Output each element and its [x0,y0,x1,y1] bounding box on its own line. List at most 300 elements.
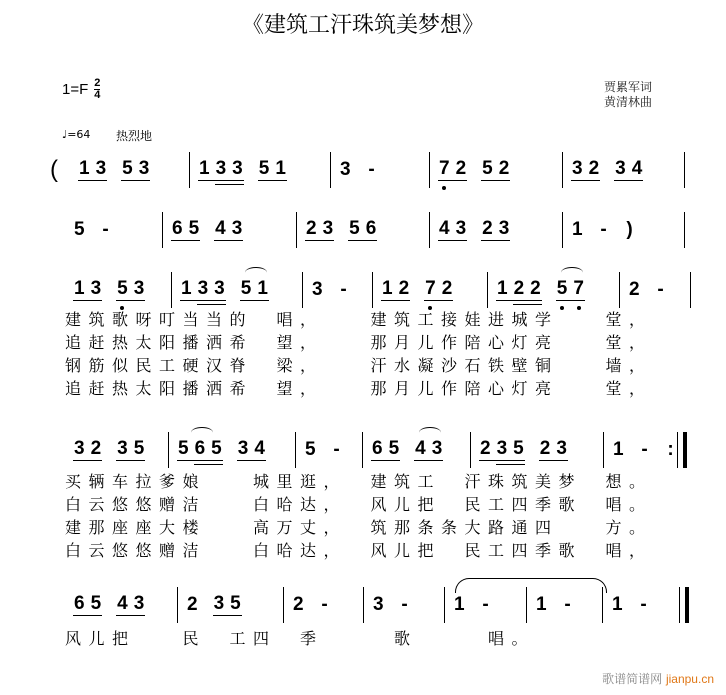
note-group [438,159,467,181]
measure [488,272,620,308]
key: 1=F [62,81,89,98]
note: 5 [240,278,252,299]
key-signature [62,78,100,101]
lyric-char [324,331,348,354]
measure [163,212,297,248]
lyric-line [65,627,535,650]
note: 5 [133,438,145,459]
lyric-char: 热 [112,333,129,352]
dash-extension: - [340,278,347,300]
dash-extension: - [401,593,408,615]
lyric-char: 沙 [441,356,458,375]
note: 3 [95,158,107,179]
lyric-char: 。 [511,629,528,648]
note: 5 [90,593,102,614]
measure [364,587,445,623]
note: 5 [188,218,200,239]
lyric-char: 追 [65,379,82,398]
dash-extension: - [641,438,648,460]
note-group [372,595,385,616]
note-group [73,439,102,461]
lyric-char: 万 [276,518,293,537]
lyric-char: 月 [394,379,411,398]
lyric-char [371,627,395,650]
measure [604,432,687,468]
lyric-char: 季 [300,629,317,648]
lyric-char: 心 [488,333,505,352]
dash-extension: - [482,593,489,615]
lyric-char [347,627,371,650]
note: 3 [431,438,443,459]
lyric-char: 阳 [159,379,176,398]
lyric-char: 城 [511,310,528,329]
measure [363,432,471,468]
note: 1 [74,278,85,299]
lyric-char: 儿 [88,629,105,648]
lyric-char: 亮 [535,379,552,398]
note-group [571,159,600,181]
lyric-char: 堂 [605,333,622,352]
lyric-char [582,493,606,516]
note: 3 [213,593,225,614]
lyric-char: 心 [488,379,505,398]
lyric-char: 堂 [605,379,622,398]
note: 1 [181,278,192,299]
lyric-char: 汗 [370,356,387,375]
staff-row-3 [65,272,691,308]
lyric-char: 脊 [229,356,246,375]
lyric-char: 唱 [488,629,505,648]
lyric-char: 爹 [159,472,176,491]
note: 2 [498,158,510,179]
lyric-char [347,331,371,354]
lyric-char [441,493,465,516]
lyric-char [206,516,230,539]
note-group [331,440,343,461]
lyric-char: 筋 [88,356,105,375]
note: 3 [117,438,128,459]
lyric-char: 悠 [135,495,152,514]
note: 2 [482,218,493,239]
lyric-char [347,354,371,377]
note: 1 [613,438,624,460]
lyric-char [206,627,230,650]
note: ) [626,218,633,240]
lyric-char: 筑 [511,472,528,491]
note: 4 [254,438,265,459]
lyric-char [465,627,489,650]
note-group [116,594,145,616]
lyric-char: 工 [488,541,505,560]
time-signature [94,78,100,101]
lyric-char: 歌 [558,541,575,560]
lyric-char: 儿 [417,379,434,398]
note: 2 [441,278,453,299]
measure [65,272,172,308]
lyric-char: 通 [511,518,528,537]
note-group [116,439,145,461]
lyric-char: 白 [253,495,270,514]
lyricist: 贾累军词 [604,80,653,94]
measure [70,152,190,188]
note: 2 [187,593,198,615]
note: 3 [615,158,626,179]
measure [331,152,430,188]
lyric-char: 当 [182,310,199,329]
lyric-char: 想 [605,472,622,491]
note: 1 [199,158,210,179]
note: 3 [340,158,351,180]
note-group [180,279,226,301]
lyric-char: 汉 [206,356,223,375]
lyric-char: 洁 [182,541,199,560]
note-group [496,279,542,301]
lyric-char: 建 [370,310,387,329]
note: 3 [138,158,150,179]
note-group [171,219,200,241]
lyric-char: 条 [441,518,458,537]
note: 3 [231,218,243,239]
lyric-char: 大 [464,518,481,537]
note-group [611,595,624,616]
note: 5 [305,438,316,460]
lyric-char [347,377,371,400]
note: 3 [90,278,102,299]
note-group [319,595,331,616]
lyric-char: 筑 [370,518,387,537]
staff-row-1 [50,152,685,188]
lyric-char: 凝 [417,356,434,375]
lyric-char: 四 [535,518,552,537]
lyric-line [65,516,653,539]
lyric-char: 娘 [182,472,199,491]
note-group [655,280,667,301]
note: 2 [398,278,410,299]
lyric-char: 工 [229,629,246,648]
measure [65,587,178,623]
lyric-char: 作 [441,333,458,352]
lyric-char: 风 [370,495,387,514]
lyric-char: 四 [511,541,528,560]
lyric-char: 。 [629,518,646,537]
note: 1 [536,593,547,615]
note: 6 [365,218,377,239]
lyric-char [230,470,254,493]
lyric-char: 歌 [394,629,411,648]
lyric-char: 丈 [300,518,317,537]
lyric-char: 云 [88,495,105,514]
lyric-char: 洒 [206,379,223,398]
note: 5 [513,438,524,459]
lyric-char: 叮 [159,310,176,329]
lyric-char [559,331,583,354]
lyric-char: 大 [159,518,176,537]
lyric-char: 望 [276,333,293,352]
measure [603,587,689,623]
lyric-char [582,354,606,377]
note-group [479,439,525,461]
note: 5 [211,438,222,459]
lyric-char: 希 [229,333,246,352]
note-group [438,219,467,241]
lyric-char: 条 [417,518,434,537]
lyric-char: 洒 [206,333,223,352]
lyric-char: 接 [441,310,458,329]
note: 4 [631,158,643,179]
lyric-line [65,354,653,377]
dash-extension: - [333,438,340,460]
lyric-char [206,470,230,493]
slur-tie [455,578,607,593]
note: 1 [497,278,508,299]
lyric-char: 播 [182,333,199,352]
lyric-char: 那 [370,333,387,352]
lyric-char: 热 [112,379,129,398]
watermark-cn: 歌谱简谱网 [602,672,663,686]
lyric-char: 梦 [558,472,575,491]
lyric-char: 似 [112,356,129,375]
note-group [73,594,102,616]
lyric-char: 唱 [276,310,293,329]
lyric-char: 美 [535,472,552,491]
note: 2 [513,278,525,299]
note: 5 [388,438,400,459]
staff-row-2 [65,212,685,248]
lyric-char: ， [300,310,317,329]
lyric-char [253,331,277,354]
note: 3 [572,158,583,179]
lyric-char: 那 [88,518,105,537]
lyric-char: 达 [300,495,317,514]
note-group [100,220,112,241]
lyric-char: 把 [417,495,434,514]
lyric-char: 学 [535,310,552,329]
lyric-char: 堂 [605,310,622,329]
staff-row-4 [65,432,687,468]
note-group [399,595,411,616]
note-group [177,439,223,461]
note: 2 [539,438,551,459]
lyric-char: 硬 [182,356,199,375]
note: 3 [237,438,249,459]
dash-extension: - [368,158,375,180]
lyric-char [324,627,348,650]
lyric-char: 娃 [464,310,481,329]
note-group [304,440,317,461]
double-underline [198,279,225,299]
note: 3 [556,438,567,459]
lyric-char: 工 [417,472,434,491]
measure [563,152,685,188]
note: 3 [133,278,145,299]
lyric-char [347,539,371,562]
measure [297,212,430,248]
lyric-char: 民 [135,356,152,375]
note: 3 [498,218,510,239]
note: 3 [496,438,508,459]
lyric-char [324,354,348,377]
lyric-char: 赶 [88,379,105,398]
note: 6 [172,218,183,239]
lyric-char [582,308,606,331]
lyric-char [347,470,371,493]
lyric-char: ， [629,356,646,375]
note-group [73,279,102,301]
measure [65,212,163,248]
lyric-char: 哈 [276,541,293,560]
note: 7 [425,278,436,299]
note: 3 [74,438,85,459]
lyric-char: 把 [417,541,434,560]
note-group [237,439,266,461]
lyric-char: 望 [276,379,293,398]
lyric-char [441,470,465,493]
note: 2 [306,218,317,239]
lyric-char: 洁 [182,495,199,514]
measure [190,152,331,188]
lyric-char: 播 [182,379,199,398]
lyric-char: 水 [394,356,411,375]
lyric-line [65,308,653,331]
note: 2 [90,438,102,459]
double-underline [195,439,222,459]
lyric-char: ， [323,518,340,537]
lyric-char: 赠 [159,541,176,560]
lyric-char: 白 [253,541,270,560]
lyric-char: 歌 [558,495,575,514]
lyric-char: 工 [417,310,434,329]
dash-extension: - [600,218,607,240]
lyric-char: 筑 [394,310,411,329]
note: 2 [455,158,467,179]
lyric-char: 阳 [159,333,176,352]
lyric-line [65,331,653,354]
measure [169,432,296,468]
note-group [240,279,269,301]
lyric-char [347,516,371,539]
lyric-char: 悠 [135,541,152,560]
note: 3 [373,593,384,615]
time-numerator: 2 [94,77,101,89]
measure [65,432,169,468]
lyric-char: 希 [229,379,246,398]
lyric-char: 建 [65,518,82,537]
note: 1 [257,278,268,299]
note-group [481,219,510,241]
note-group [366,160,378,181]
dash-extension: - [640,593,647,615]
lyric-char: 建 [370,472,387,491]
lyric-char: 珠 [488,472,505,491]
lyric-char: 铁 [488,356,505,375]
note-group [481,159,510,181]
lyric-char [559,308,583,331]
lyric-char: 建 [65,310,82,329]
note-group [556,279,585,301]
lyric-char: 作 [441,379,458,398]
note: 1 [572,218,583,240]
note-group [624,220,636,241]
lyric-char: 方 [605,518,622,537]
note-group [258,159,287,181]
double-underline [497,439,524,459]
lyric-char [206,493,230,516]
lyric-char [582,377,606,400]
lyric-char: 白 [65,541,82,560]
note-group [213,594,242,616]
note: 4 [439,218,450,239]
note-group [305,219,334,241]
lyric-char: ， [300,379,317,398]
note: 6 [372,438,383,459]
note: 4 [415,438,426,459]
note-group [338,280,350,301]
measure [303,272,373,308]
lyric-char: 筑 [394,472,411,491]
lyric-char [559,354,583,377]
lyric-char: 亮 [535,333,552,352]
lyric-char [582,470,606,493]
note: 3 [214,278,225,299]
dash-extension: - [564,593,571,615]
lyric-char: 。 [629,472,646,491]
lyric-char: 里 [276,472,293,491]
lyric-char: 拉 [135,472,152,491]
lyric-char: 铜 [535,356,552,375]
note-group [665,440,677,461]
lyric-char [441,627,465,650]
lyric-char: 儿 [417,333,434,352]
note-group [339,160,352,181]
lyric-char [441,539,465,562]
measure [471,432,604,468]
measure [178,587,284,623]
lyric-char: 座 [112,518,129,537]
note: 5 [74,218,85,240]
lyric-char [582,331,606,354]
note: 2 [588,158,600,179]
lyric-char: 哈 [276,495,293,514]
lyric-char: 买 [65,472,82,491]
lyric-char: 赶 [88,333,105,352]
note-group [480,595,492,616]
note: 6 [74,593,85,614]
lyric-char: 歌 [112,310,129,329]
lyric-char [230,539,254,562]
lyric-char: ， [323,495,340,514]
note: 1 [612,593,623,615]
lyric-line [65,539,653,562]
note-group [612,440,625,461]
lyric-char: 工 [159,356,176,375]
lyric-char: ， [300,333,317,352]
note: 5 [117,278,128,299]
lyric-char: 的 [229,310,246,329]
song-title: 《建筑工汗珠筑美梦想》 [241,13,484,38]
note: 5 [230,593,241,614]
lyric-char: 月 [394,333,411,352]
lyric-char: 四 [253,629,270,648]
lyric-char: 楼 [182,518,199,537]
note-group [348,219,377,241]
lyric-char [582,516,606,539]
lyric-char: 风 [65,629,82,648]
note: 5 [258,158,270,179]
note-group [311,280,324,301]
note: 5 [122,158,133,179]
note-group [198,159,244,181]
lyric-char [582,539,606,562]
